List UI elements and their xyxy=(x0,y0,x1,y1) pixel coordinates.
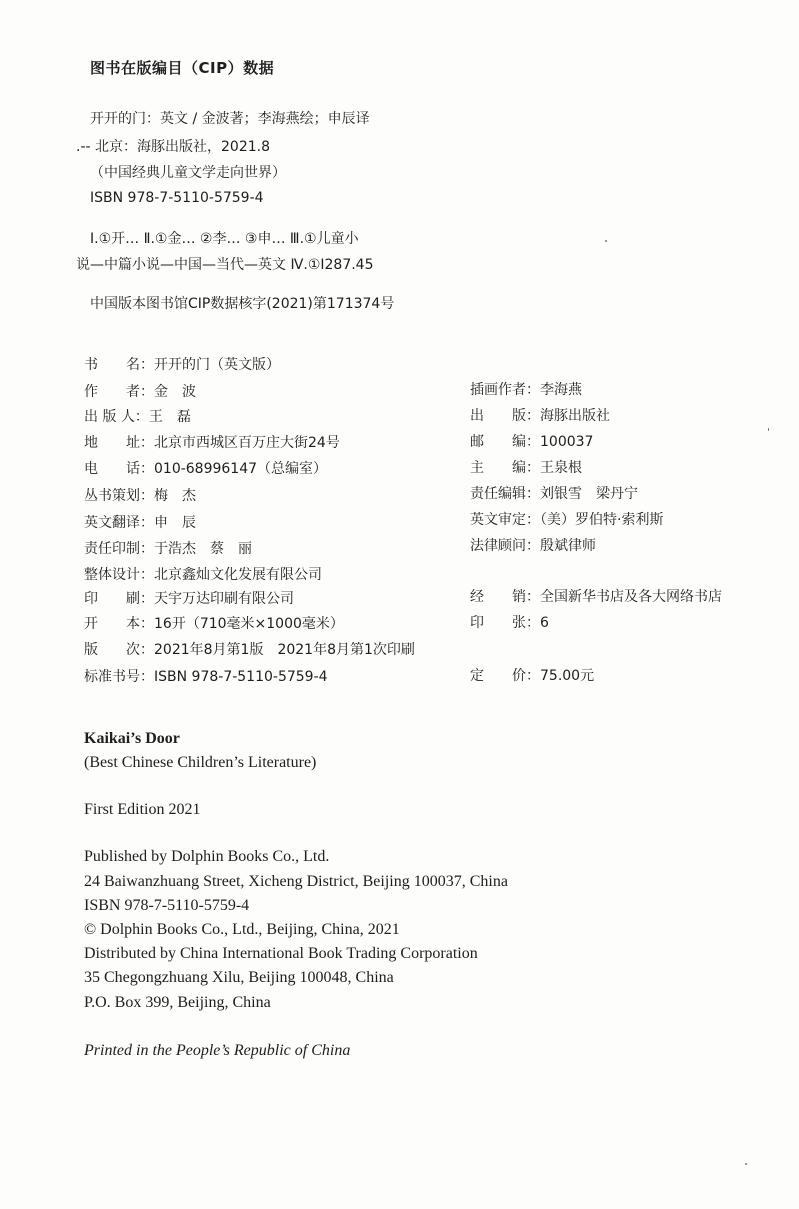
record-row-illustrator: 插画作者：李海燕 xyxy=(470,379,582,399)
english-distributor-address: 35 Chegongzhuang Xilu, Beijing 100048, China xyxy=(84,969,394,986)
english-copyright: © Dolphin Books Co., Ltd., Beijing, China, 2021 xyxy=(84,921,400,938)
record-value: 010-68996147（总编室） xyxy=(154,461,328,477)
record-label: 出 版 人 xyxy=(84,409,135,425)
record-label: 印 刷 xyxy=(84,591,140,607)
record-row-isbn: 标准书号：ISBN 978-7-5110-5759-4 xyxy=(84,666,328,686)
record-value: 海豚出版社 xyxy=(540,408,610,424)
record-value: 2021年8月第1版 2021年8月第1次印刷 xyxy=(154,642,415,658)
record-value: 殷斌律师 xyxy=(540,538,596,554)
record-label: 责任印制 xyxy=(84,541,140,557)
cip-series-line: （中国经典儿童文学走向世界） xyxy=(90,165,286,181)
english-isbn: ISBN 978-7-5110-5759-4 xyxy=(84,897,250,914)
record-value: 16开（710毫米×1000毫米） xyxy=(154,616,344,632)
record-label: 电 话 xyxy=(84,461,140,477)
record-row-publisher: 出 版：海豚出版社 xyxy=(470,405,610,425)
record-label: 定 价 xyxy=(470,668,526,684)
record-row-series-planner: 丛书策划：梅 杰 xyxy=(84,485,196,505)
record-row-legal-advisor: 法律顾问：殷斌律师 xyxy=(470,535,596,555)
record-row-sheets: 印 张：6 xyxy=(470,612,549,632)
record-value: 全国新华书店及各大网络书店 xyxy=(540,589,722,605)
cip-title-line: 开开的门：英文 / 金波著；李海燕绘；申辰译 xyxy=(90,111,370,127)
cip-publisher-line: .-- 北京：海豚出版社，2021.8 xyxy=(76,139,270,155)
record-value: 王泉根 xyxy=(540,460,582,476)
record-value: 于浩杰 蔡 丽 xyxy=(154,541,252,557)
record-label: 责任编辑 xyxy=(470,486,526,502)
record-label: 法律顾问 xyxy=(470,538,526,554)
cip-subject-line-1: Ⅰ.①开… Ⅱ.①金… ②李… ③申… Ⅲ.①儿童小 xyxy=(90,231,359,247)
english-publisher: Published by Dolphin Books Co., Ltd. xyxy=(84,848,330,865)
english-edition: First Edition 2021 xyxy=(84,801,201,818)
record-value: 75.00元 xyxy=(540,668,595,684)
record-value: 王 磊 xyxy=(148,409,191,425)
record-label: 整体设计 xyxy=(84,567,140,583)
record-value: 6 xyxy=(540,615,549,631)
record-value: 北京鑫灿文化发展有限公司 xyxy=(154,567,322,583)
english-series-name: (Best Chinese Children’s Literature) xyxy=(84,754,317,771)
record-value: 李海燕 xyxy=(540,382,582,398)
record-label: 作 者 xyxy=(84,384,140,400)
english-address: 24 Baiwanzhuang Street, Xicheng District, Beijing 100037, China xyxy=(84,873,508,890)
record-row-address: 地 址：北京市西城区百万庄大街24号 xyxy=(84,432,340,452)
cip-isbn-line: ISBN 978-7-5110-5759-4 xyxy=(90,190,264,206)
record-label: 插画作者 xyxy=(470,382,526,398)
record-value: 开开的门（英文版） xyxy=(154,357,280,373)
scan-speck xyxy=(768,428,769,431)
record-row-edition: 版 次：2021年8月第1版 2021年8月第1次印刷 xyxy=(84,639,415,659)
record-row-price: 定 价：75.00元 xyxy=(470,665,594,685)
record-label: 英文审定 xyxy=(470,512,526,528)
record-label: 版 次 xyxy=(84,642,140,658)
record-row-print-supervisor: 责任印制：于浩杰 蔡 丽 xyxy=(84,538,252,558)
record-label: 印 张 xyxy=(470,615,526,631)
record-row-responsible-editor: 责任编辑：刘银雪 梁丹宁 xyxy=(470,483,638,503)
record-value: 刘银雪 梁丹宁 xyxy=(540,486,638,502)
record-row-publisher-person: 出 版 人：王 磊 xyxy=(84,406,191,426)
scan-speck xyxy=(745,1163,747,1165)
english-po-box: P.O. Box 399, Beijing, China xyxy=(84,994,271,1011)
record-row-author: 作 者：金 波 xyxy=(84,381,196,401)
record-row-translator: 英文翻译：申 辰 xyxy=(84,512,196,532)
record-row-english-reviewer: 英文审定：（美）罗伯特·索利斯 xyxy=(470,509,663,529)
record-value: 北京市西城区百万庄大街24号 xyxy=(154,435,340,451)
record-label: 邮 编 xyxy=(470,434,526,450)
record-row-distribution: 经 销：全国新华书店及各大网络书店 xyxy=(470,586,722,606)
cip-subject-line-2: 说—中篇小说—中国—当代—英文 Ⅳ.①I287.45 xyxy=(76,257,374,273)
record-row-format: 开 本：16开（710毫米×1000毫米） xyxy=(84,613,344,633)
record-label: 经 销 xyxy=(470,589,526,605)
record-row-printer: 印 刷：天宇万达印刷有限公司 xyxy=(84,588,294,608)
record-value: 100037 xyxy=(540,434,594,450)
cip-heading: 图书在版编目（CIP）数据 xyxy=(90,59,275,77)
record-value: 梅 杰 xyxy=(154,488,196,504)
record-label: 开 本 xyxy=(84,616,140,632)
record-label: 主 编 xyxy=(470,460,526,476)
record-row-editor-in-chief: 主 编：王泉根 xyxy=(470,457,582,477)
record-label: 书 名 xyxy=(84,357,140,373)
record-row-title: 书 名：开开的门（英文版） xyxy=(84,354,280,374)
record-value: 金 波 xyxy=(154,384,196,400)
record-label: 地 址 xyxy=(84,435,140,451)
record-label: 标准书号 xyxy=(84,669,140,685)
scan-speck xyxy=(605,240,607,242)
record-value: 天宇万达印刷有限公司 xyxy=(154,591,294,607)
record-row-design: 整体设计：北京鑫灿文化发展有限公司 xyxy=(84,564,322,584)
record-row-postcode: 邮 编：100037 xyxy=(470,431,593,451)
record-row-phone: 电 话：010-68996147（总编室） xyxy=(84,458,327,478)
english-printed-in: Printed in the People’s Republic of China xyxy=(84,1042,351,1059)
english-book-title: Kaikai’s Door xyxy=(84,730,180,747)
english-distributor: Distributed by China International Book Trading Corporation xyxy=(84,945,478,962)
record-value: 申 辰 xyxy=(154,515,196,531)
record-label: 英文翻译 xyxy=(84,515,140,531)
record-value: ISBN 978-7-5110-5759-4 xyxy=(154,669,328,685)
record-label: 出 版 xyxy=(470,408,526,424)
record-value: （美）罗伯特·索利斯 xyxy=(540,512,664,528)
record-label: 丛书策划 xyxy=(84,488,140,504)
cip-number-line: 中国版本图书馆CIP数据核字(2021)第171374号 xyxy=(90,296,395,312)
